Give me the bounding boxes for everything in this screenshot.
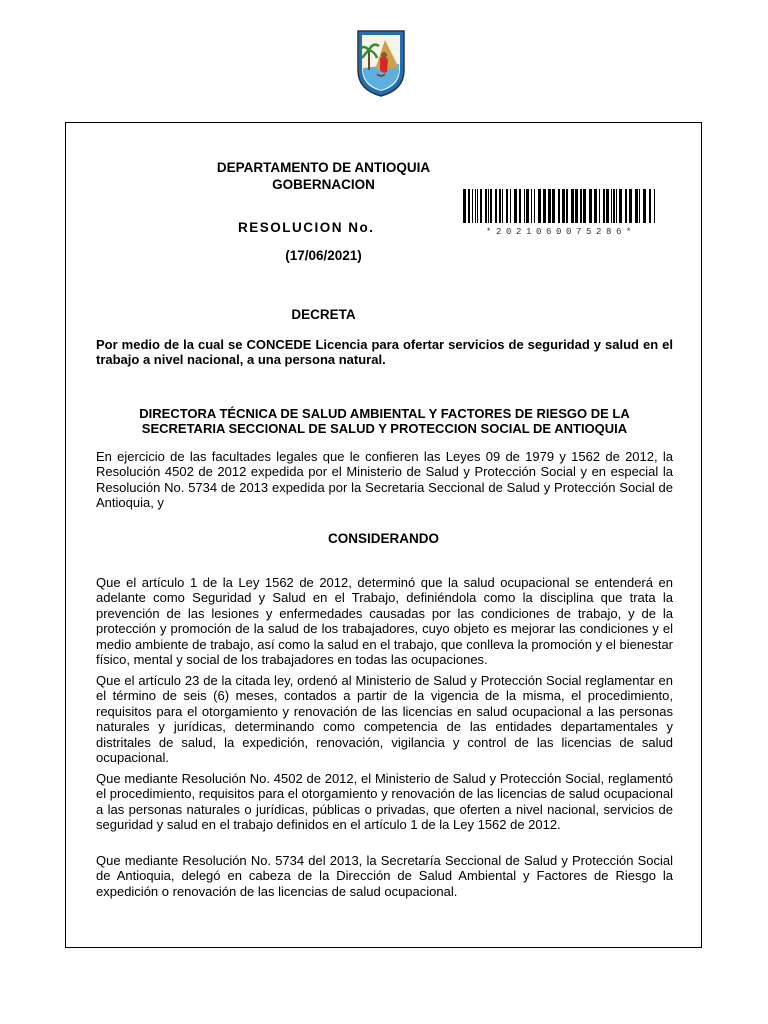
barcode-bar [543,189,546,223]
barcode-bar [499,189,501,223]
barcode-bar [589,189,592,223]
barcode-bar [639,189,640,223]
barcode-bar [603,189,605,223]
barcode-number: *2021060075286* [485,227,636,237]
decreta-heading: DECRETA [291,307,356,322]
barcode-bar [534,189,535,223]
paragraph-2: Que el artículo 23 de la citada ley, ordenó al Ministerio de Salud y Protección Social reglamentar en el término de seis (6) meses, contados a partir de la vigencia de la misma, el procedimiento, requisitos para el otorgamiento y renovación de las licencias en salud ocupacional a las personas naturales y jurídicas, determinando como competencia de las entidades departamentales y distritales de salud, la expedición, renovación, vigilancia y control de las licencias de salud ocupacional. [96,673,673,766]
barcode-bar [510,189,511,223]
barcode-bar [599,189,600,223]
barcode-bar [552,189,555,223]
document-frame [65,122,702,948]
barcode-bar [616,189,617,223]
barcode-bar [625,189,627,223]
barcode-bar [519,189,521,223]
barcode-bar [480,189,482,223]
office-name: GOBERNACION [272,177,375,192]
barcode-bar [490,189,492,223]
barcode-bar [468,189,470,223]
barcode-bar [654,189,655,223]
barcode-bar [635,189,638,223]
barcode-bar [619,189,622,223]
barcode-bar [643,189,646,223]
barcode-bar [514,189,517,223]
barcode-bar [506,189,508,223]
resolution-subject: Por medio de la cual se CONCEDE Licencia para ofertar servicios de seguridad y salud en el trabajo a nivel nacional, a una persona natural. [96,337,673,368]
considerando-heading: CONSIDERANDO [327,531,439,546]
resolution-label: RESOLUCION No. [238,220,375,235]
barcode-bar [583,189,586,223]
barcode-bar [502,189,503,223]
barcode-bar [566,189,568,223]
resolution-date: (17/06/2021) [285,248,362,263]
antioquia-coat-of-arms-icon [355,28,407,98]
barcode-bar [606,189,609,223]
barcode-bar [649,189,651,223]
barcode-bar [548,189,551,223]
barcode-bar [558,189,560,223]
preamble-paragraph: En ejercicio de las facultades legales que le confieren las Leyes 09 de 1979 y 1562 de 2012, la Resolución 4502 de 2012 expedida por el Ministerio de Salud y Protección Social y en especial la Resolución No. 5734 de 2013 expedida por la Secretaria Seccional de Salud y Protección Social de Antioquia, y [96,449,673,511]
barcode-bar [580,189,582,223]
barcode-bar [488,189,489,223]
barcode-bar [485,189,487,223]
barcode-bar [571,189,574,223]
barcode-bar [538,189,541,223]
paragraph-4: Que mediante Resolución No. 5734 del 2013, la Secretaría Seccional de Salud y Protección Social de Antioquia, delegó en cabeza de la Dirección de Salud Ambiental y Factores de Riesgo la expedición o renovación de las licencias de salud ocupacional. [96,853,673,899]
barcode-bar [477,189,478,223]
barcode-bar [629,189,632,223]
barcode-bar [594,189,597,223]
barcode-bar [531,189,532,223]
barcode-bar [562,189,565,223]
barcode-bar [613,189,615,223]
barcode-bar [495,189,497,223]
barcode [461,189,661,237]
barcode-bar [472,189,473,223]
barcode-bar [524,189,525,223]
authority-heading: DIRECTORA TÉCNICA DE SALUD AMBIENTAL Y FACTORES DE RIESGO DE LA SECRETARIA SECCIONAL DE SALUD Y PROTECCION SOCIAL DE ANTIOQUIA [139,406,630,437]
barcode-bars [461,189,661,223]
department-name: DEPARTAMENTO DE ANTIOQUIA [216,160,431,175]
barcode-bar [463,189,466,223]
paragraph-1: Que el artículo 1 de la Ley 1562 de 2012, determinó que la salud ocupacional se entenderá en adelante como Seguridad y Salud en el Trabajo, definiéndola como la disciplina que trata la prevención de las lesiones y enfermedades causadas por las condiciones de trabajo, y de la protección y promoción de la salud de los trabajadores, cuyo objeto es mejorar las condiciones y el medio ambiente de trabajo, así como la salud en el trabajo, que conlleva la promoción y el bienestar físico, mental y social de los trabajadores en todas las ocupaciones. [96,575,673,668]
barcode-bar [526,189,529,223]
barcode-bar [475,189,476,223]
paragraph-3: Que mediante Resolución No. 4502 de 2012, el Ministerio de Salud y Protección Social, reglamentó el procedimiento, requisitos para el otorgamiento y renovación de las licencias de salud ocupacional a las personas naturales o jurídicas, públicas o privadas, que oferten a nivel nacional, servicios de seguridad y salud en el trabajo definidos en el artículo 1 de la Ley 1562 de 2012. [96,771,673,833]
barcode-bar [575,189,578,223]
barcode-bar [611,189,612,223]
